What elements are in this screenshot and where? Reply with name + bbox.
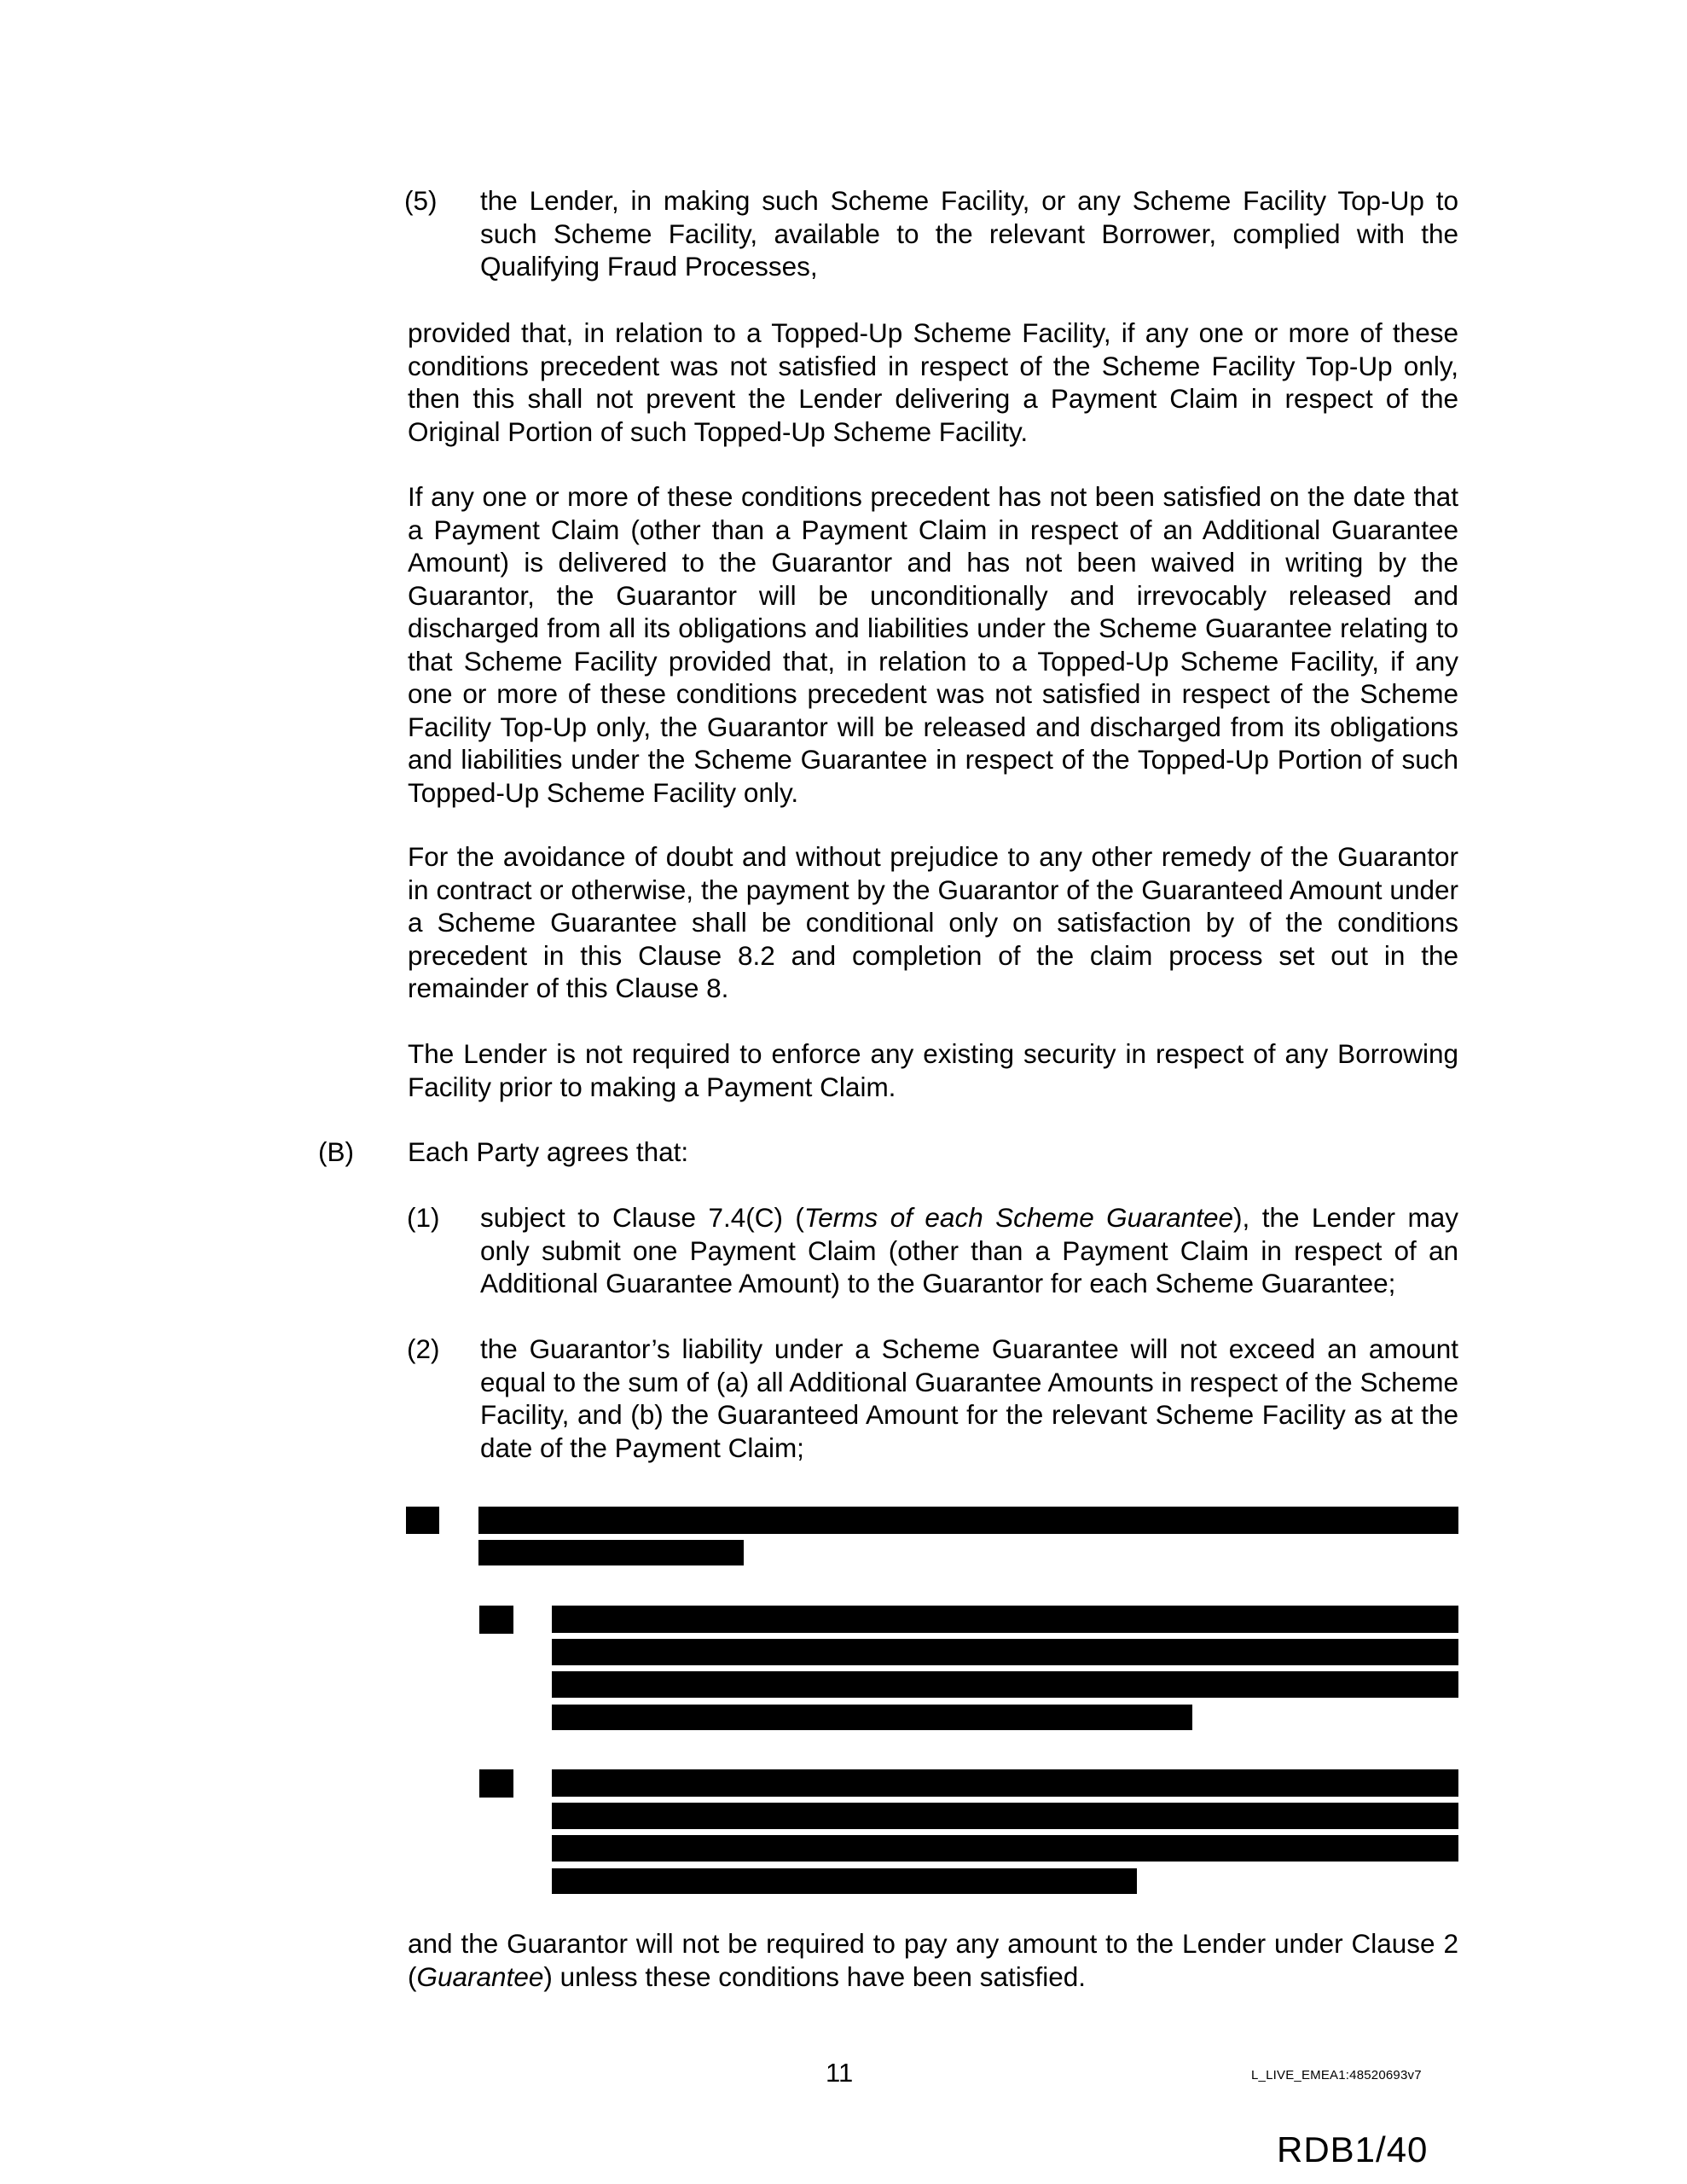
paragraph-lender-security: The Lender is not required to enforce any existing security in respect of any Borrowing Facility prior to making a Payment Claim. bbox=[408, 1038, 1458, 1102]
redaction-block bbox=[552, 1705, 1192, 1730]
redaction-block bbox=[552, 1835, 1458, 1862]
redaction-block bbox=[552, 1803, 1458, 1829]
document-reference: L_LIVE_EMEA1:48520693v7 bbox=[1251, 2068, 1422, 2082]
item-b1-text-after: ), the Lender may only submit one Payment Claim (other than a Payment Claim in respect of an Additional Guarantee Amount) to the Guarantor for each Scheme Guarantee; bbox=[480, 1202, 1458, 1298]
list-number-b2: (2) bbox=[407, 1333, 440, 1364]
redaction-block bbox=[552, 1639, 1458, 1665]
list-number-5: (5) bbox=[404, 185, 438, 216]
redaction-block bbox=[479, 1769, 513, 1798]
redaction-block bbox=[552, 1671, 1458, 1698]
item-b1-text-before: subject to Clause 7.4(C) ( bbox=[480, 1202, 804, 1233]
paragraph-avoidance-of-doubt: For the avoidance of doubt and without prejudice to any other remedy of the Guarantor in contract or otherwise, the payment by the Guarantor of the Guaranteed Amount under a Scheme Guarantee shall be conditional only on satisfaction by of the conditions precedent in this Clause 8.2 and completion of the claim process set out in the remainder of this Clause 8. bbox=[408, 841, 1458, 1003]
redaction-block bbox=[478, 1507, 1458, 1534]
final-text-after: ) unless these conditions have been satisfied. bbox=[543, 1960, 1087, 1992]
item-b-text: Each Party agrees that: bbox=[408, 1136, 689, 1167]
item-b1-text-italic: Terms of each Scheme Guarantee bbox=[803, 1202, 1234, 1233]
list-number-b1: (1) bbox=[407, 1202, 440, 1233]
paragraph-guarantor-payment bbox=[408, 1927, 1458, 1993]
redaction-block bbox=[478, 1540, 744, 1565]
list-number-b: (B) bbox=[318, 1136, 354, 1167]
bates-stamp: RDB1/40 bbox=[1277, 2129, 1429, 2169]
redaction-block bbox=[552, 1606, 1458, 1633]
final-text-italic: Guarantee bbox=[416, 1960, 544, 1992]
redaction-block bbox=[552, 1868, 1137, 1894]
paragraph-provided-that: provided that, in relation to a Topped-Up Scheme Facility, if any one or more of these conditions precedent was not satisfied in respect of the Scheme Facility Top-Up only, then this shall not prevent the Lender delivering a Payment Claim in respect of the Original Portion of such Topped-Up Scheme Facility. bbox=[408, 317, 1458, 447]
item-b2-text: the Guarantor’s liability under a Scheme Guarantee will not exceed an amount equal to the sum of (a) all Additional Guarantee Amounts in respect of the Scheme Facility, and (b) the Guaranteed Amount for the relevant Scheme Facility as at the date of the Payment Claim; bbox=[480, 1333, 1458, 1463]
final-text-before: and the Guarantor will not be required to pay any amount to the Lender under Clause 2 ( bbox=[408, 1928, 1458, 1992]
redaction-block bbox=[406, 1507, 439, 1534]
redaction-block bbox=[552, 1769, 1458, 1797]
paragraph-release-conditions: If any one or more of these conditions precedent has not been satisfied on the date that a Payment Claim (other than a Payment Claim in respect of an Additional Guarantee Amount) is delivered to the Guarantor and has not been waived in writing by the Guarantor, the Guarantor will be unconditionally and irrevocably released and discharged from all its obligations and liabilities under the Scheme Guarantee relating to that Scheme Facility provided that, in relation to a Topped-Up Scheme Facility, if any one or more of these conditions precedent was not satisfied in respect of the Scheme Facility Top-Up only, the Guarantor will be released and discharged from its obligations and liabilities under the Scheme Guarantee in respect of the Topped-Up Portion of such Topped-Up Scheme Facility only. bbox=[408, 481, 1458, 808]
redaction-block bbox=[479, 1606, 513, 1634]
item-5-text: the Lender, in making such Scheme Facility, or any Scheme Facility Top-Up to such Scheme Facility, available to the relevant Borrower, complied with the Qualifying Fraud Processes, bbox=[480, 185, 1458, 282]
page-number: 11 bbox=[826, 2058, 854, 2088]
item-b1-text bbox=[480, 1201, 1458, 1300]
